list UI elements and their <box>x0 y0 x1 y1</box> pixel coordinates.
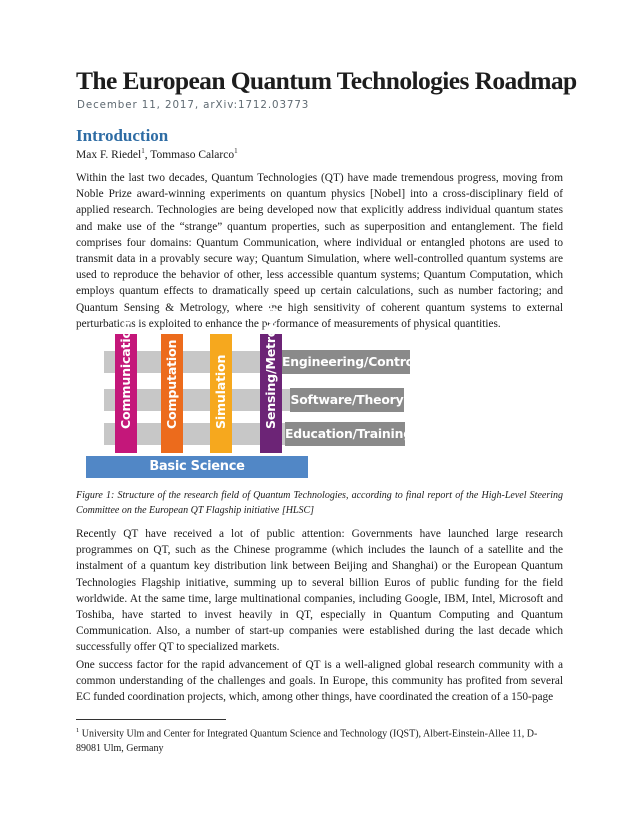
pillar-communication <box>115 321 137 453</box>
base-basic-science: Basic Science <box>86 456 308 478</box>
pillar-sensing-metrology <box>260 299 282 453</box>
pillar-label: Sensing/Metrology <box>263 299 278 429</box>
document-date-arxiv: December 11, 2017, arXiv:1712.03773 <box>77 99 310 111</box>
pillar-label: Simulation <box>213 354 228 429</box>
layer-label: Education/Training <box>285 422 405 446</box>
body-paragraph: One success factor for the rapid advancement of QT is a well-aligned global research community with a common understanding of the challenges and goals. In Europe, this community has profited from several EC funded coordination projects, which, among other things, have coordinated the creation of a 150-page <box>76 659 563 704</box>
pillar-computation <box>161 334 183 453</box>
body-paragraph: Recently QT have received a lot of public attention: Governments have launched large research programmes on QT, such as the Chinese programme (which includes the launch of a satellite and the instalment of a quantum key distribution link between Beijing and Shanghai) or the European Quantum Technologies Flagship initiative, summing up to several billion Euros of public funding for the field worldwide. At the same time, large multinational companies, including Google, IBM, Intel, Microsoft and Toshiba, have started to invest heavily in QT, especially in Quantum Computing and Quantum Communication. Also, a number of start-up companies were established during the last decade which successfully offer QT to specialized markets. <box>76 528 563 654</box>
pillar-simulation <box>210 334 232 453</box>
section-heading-introduction: Introduction <box>76 126 169 145</box>
footnote-affiliation <box>76 724 556 756</box>
pillar-label: Communication <box>118 321 133 429</box>
layer-label: Software/Theory <box>290 388 404 412</box>
footnote-text: University Ulm and Center for Integrated Quantum Science and Technology (IQST), Albert-Einstein-Allee 11, D-89081 Ulm, Germany <box>76 728 538 754</box>
figure-caption: Figure 1: Structure of the research field of Quantum Technologies, according to final report of the High-Level Steering Committee on the European QT Flagship initiative [HLSC] <box>76 490 563 516</box>
footnote-divider <box>76 719 226 720</box>
author-line <box>76 147 238 161</box>
figure-qt-structure <box>86 299 419 480</box>
affiliation-mark: 1 <box>141 147 145 155</box>
body-paragraph: Within the last two decades, Quantum Technologies (QT) have made tremendous progress, moving from Noble Prize award-winning experiments on quantum physics [Nobel] into a cross-disciplinary field of applied research. Technologies are being developed now that explicitly address individual quantum states and make use of the “strange” quantum properties, such as superposition and entanglement. The field comprises four domains: Quantum Communication, where individual or entangled photons are used to transmit data in a provably secure way; Quantum Simulation, where well-controlled quantum systems are used to reproduce the behavior of other, less accessible quantum systems; Quantum Computation, which employs quantum effects to dramatically speed up certain calculations, such as number factoring; and Quantum Sensing & Metrology, where the high sensitivity of coherent quantum systems to external perturbations is exploited to enhance the performance of measurements of physical quantities. <box>76 172 563 330</box>
affiliation-mark: 1 <box>234 147 238 155</box>
document-title: The European Quantum Technologies Roadmap <box>76 66 577 95</box>
pillar-label: Computation <box>164 339 179 429</box>
author-name: Tommaso Calarco <box>150 148 235 161</box>
layer-label: Engineering/Control <box>282 350 410 374</box>
author-separator: , <box>144 148 151 161</box>
footnote-mark: 1 <box>76 727 80 734</box>
author-name: Max F. Riedel <box>76 148 142 161</box>
